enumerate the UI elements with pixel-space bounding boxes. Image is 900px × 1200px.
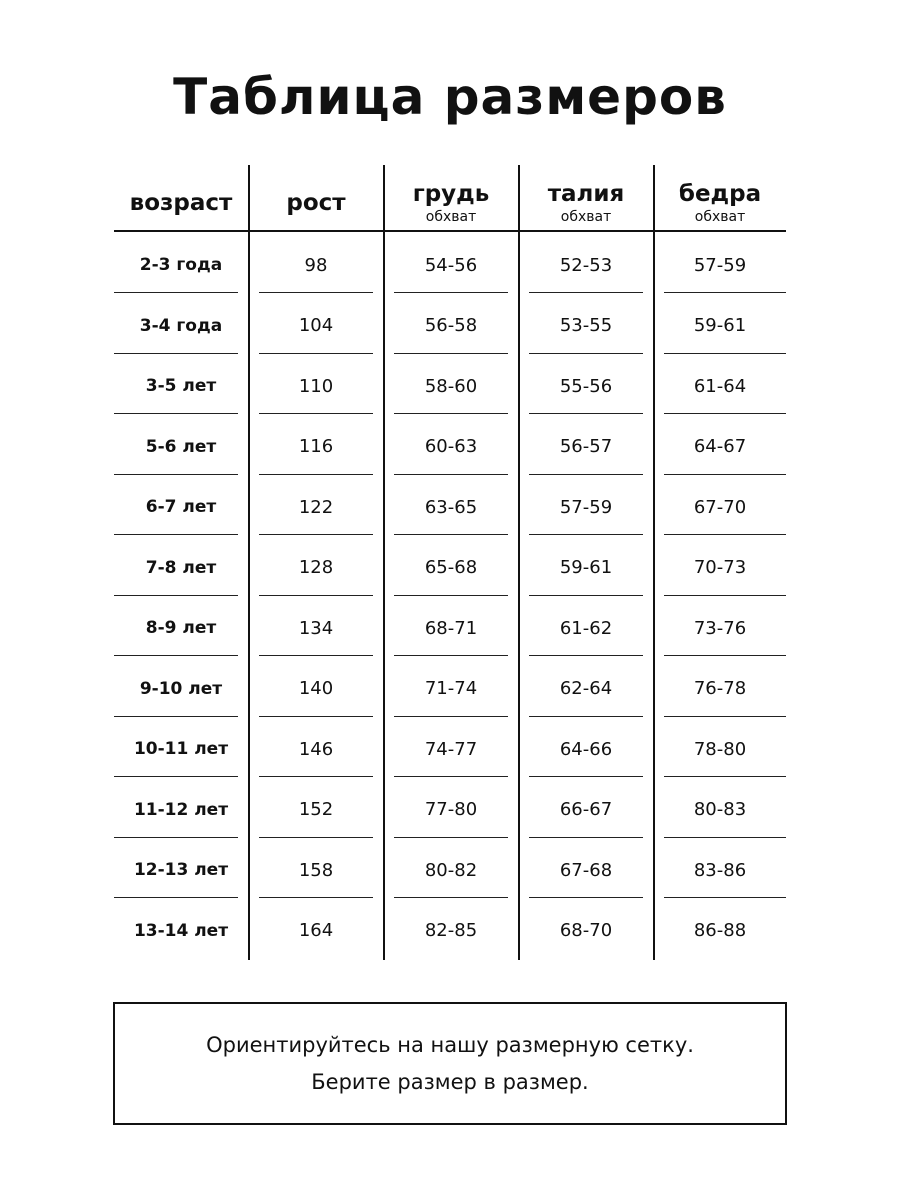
table-cell: 57-59	[693, 254, 747, 276]
age-cell: 3-4 года	[139, 315, 223, 336]
row-divider	[259, 897, 373, 898]
table-cell: 76-78	[693, 678, 747, 699]
row-divider	[259, 474, 373, 475]
row-divider	[259, 534, 373, 535]
age-cell: 12-13 лет	[133, 860, 229, 880]
column-header-label: рост	[286, 189, 346, 216]
row-divider	[259, 655, 373, 656]
note-box	[113, 1002, 787, 1125]
row-divider	[664, 837, 786, 838]
row-divider	[529, 595, 643, 596]
row-divider	[114, 655, 238, 656]
table-cell: 67-70	[693, 496, 747, 518]
table-cell: 78-80	[693, 738, 747, 760]
age-cell: 11-12 лет	[133, 799, 229, 820]
row-divider	[529, 655, 643, 656]
row-divider	[114, 897, 238, 898]
row-divider	[394, 776, 508, 777]
table-cell: 73-76	[693, 617, 747, 639]
note-line-2: Берите размер в размер.	[311, 1069, 589, 1094]
table-cell: 116	[298, 436, 334, 457]
row-divider	[529, 474, 643, 475]
row-divider	[114, 353, 238, 354]
row-divider	[529, 353, 643, 354]
column-header	[114, 175, 248, 230]
table-cell: 98	[304, 254, 328, 276]
table-cell: 64-67	[693, 436, 747, 457]
row-divider	[529, 413, 643, 414]
row-divider	[394, 655, 508, 656]
table-cell: 60-63	[424, 436, 478, 457]
table-cell: 64-66	[559, 738, 613, 760]
row-divider	[114, 837, 238, 838]
page-title: Таблица размеров	[173, 68, 727, 126]
table-cell: 61-62	[559, 617, 613, 639]
column-header-sublabel: обхват	[560, 208, 612, 225]
table-cell: 122	[298, 496, 334, 518]
note-line-1: Ориентируйтесь на нашу размерную сетку.	[206, 1032, 694, 1057]
row-divider	[664, 655, 786, 656]
column-header-label: грудь	[412, 180, 490, 207]
age-cell: 2-3 года	[139, 255, 223, 275]
row-divider	[114, 595, 238, 596]
age-cell: 9-10 лет	[139, 678, 223, 699]
row-divider	[529, 897, 643, 898]
age-cell: 8-9 лет	[145, 618, 217, 638]
table-cell: 68-70	[559, 920, 613, 941]
row-divider	[394, 716, 508, 717]
table-cell: 80-83	[693, 799, 747, 820]
table-cell: 80-82	[424, 859, 478, 881]
table-cell: 63-65	[424, 496, 478, 518]
table-cell: 56-57	[559, 436, 613, 457]
row-divider	[259, 837, 373, 838]
table-cell: 82-85	[424, 920, 478, 941]
row-divider	[664, 897, 786, 898]
column-header-label: возраст	[129, 189, 233, 216]
table-cell: 152	[298, 799, 334, 820]
age-cell: 5-6 лет	[145, 436, 217, 457]
table-cell: 77-80	[424, 799, 478, 820]
row-divider	[114, 776, 238, 777]
table-cell: 67-68	[559, 859, 613, 881]
table-cell: 128	[298, 557, 334, 578]
table-cell: 59-61	[559, 557, 613, 578]
row-divider	[394, 353, 508, 354]
table-cell: 54-56	[424, 254, 478, 276]
row-divider	[664, 292, 786, 293]
table-cell: 140	[298, 678, 334, 699]
table-cell: 66-67	[559, 799, 613, 820]
row-divider	[394, 897, 508, 898]
table-cell: 71-74	[424, 678, 478, 699]
age-cell: 10-11 лет	[133, 739, 229, 759]
column-header-label: талия	[547, 180, 625, 207]
column-header-sublabel: обхват	[425, 208, 477, 225]
table-cell: 52-53	[559, 254, 613, 276]
row-divider	[259, 353, 373, 354]
header-divider	[114, 230, 786, 232]
table-cell: 65-68	[424, 557, 478, 578]
table-cell: 53-55	[559, 315, 613, 336]
table-cell: 134	[298, 617, 334, 639]
row-divider	[529, 837, 643, 838]
row-divider	[259, 292, 373, 293]
column-header	[519, 175, 653, 230]
row-divider	[664, 776, 786, 777]
row-divider	[394, 534, 508, 535]
age-cell: 6-7 лет	[145, 497, 217, 517]
row-divider	[114, 474, 238, 475]
table-cell: 61-64	[693, 375, 747, 397]
row-divider	[259, 716, 373, 717]
age-cell: 7-8 лет	[145, 557, 217, 578]
table-cell: 58-60	[424, 375, 478, 397]
row-divider	[664, 716, 786, 717]
table-cell: 59-61	[693, 315, 747, 336]
row-divider	[529, 776, 643, 777]
table-cell: 83-86	[693, 859, 747, 881]
row-divider	[259, 413, 373, 414]
table-cell: 86-88	[693, 920, 747, 941]
column-header	[249, 175, 383, 230]
table-cell: 70-73	[693, 557, 747, 578]
table-cell: 110	[298, 375, 334, 397]
row-divider	[259, 776, 373, 777]
age-cell: 3-5 лет	[145, 376, 217, 396]
row-divider	[664, 413, 786, 414]
column-header-label: бедра	[678, 180, 762, 207]
row-divider	[259, 595, 373, 596]
row-divider	[394, 595, 508, 596]
row-divider	[529, 716, 643, 717]
row-divider	[529, 534, 643, 535]
row-divider	[114, 292, 238, 293]
row-divider	[529, 292, 643, 293]
row-divider	[394, 413, 508, 414]
table-cell: 146	[298, 738, 334, 760]
row-divider	[664, 595, 786, 596]
table-cell: 55-56	[559, 375, 613, 397]
table-cell: 62-64	[559, 678, 613, 699]
row-divider	[114, 534, 238, 535]
row-divider	[394, 292, 508, 293]
table-cell: 158	[298, 859, 334, 881]
age-cell: 13-14 лет	[133, 920, 229, 941]
row-divider	[114, 716, 238, 717]
size-table	[114, 165, 786, 960]
row-divider	[114, 413, 238, 414]
row-divider	[664, 474, 786, 475]
table-cell: 56-58	[424, 315, 478, 336]
table-cell: 104	[298, 315, 334, 336]
row-divider	[664, 534, 786, 535]
table-cell: 74-77	[424, 738, 478, 760]
column-header-sublabel: обхват	[694, 208, 746, 225]
row-divider	[394, 837, 508, 838]
table-cell: 164	[298, 920, 334, 941]
column-header	[654, 175, 786, 230]
row-divider	[664, 353, 786, 354]
table-cell: 57-59	[559, 496, 613, 518]
table-cell: 68-71	[424, 617, 478, 639]
column-header	[384, 175, 518, 230]
row-divider	[394, 474, 508, 475]
